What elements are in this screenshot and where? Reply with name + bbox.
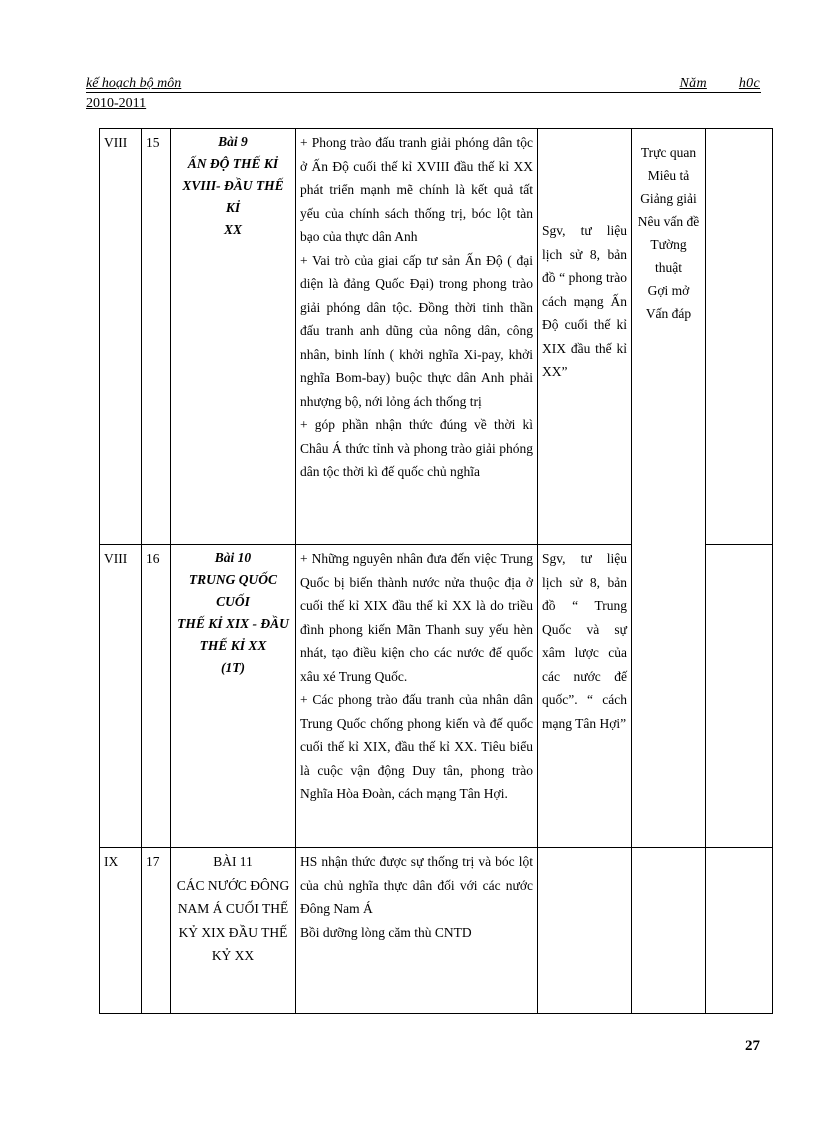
method-item: Vấn đáp [645, 306, 692, 321]
objective-paragraph: + góp phần nhận thức đúng về thời kì Châu Á thức tỉnh và phong trào giải phóng dân tộc thời kì đế quốc chủ nghĩa [300, 417, 533, 479]
objectives-cell [296, 129, 538, 545]
lesson-name: BÀI 11 CÁC NƯỚC ĐÔNG NAM Á CUỐI THẾ KỶ XIX ĐẦU THẾ KỶ XX [176, 854, 290, 963]
lesson-name: ẤN ĐỘ THẾ KỈ XVIII- ĐẦU THẾ KỈ XX [182, 156, 284, 237]
objective-paragraph: + Các phong trào đấu tranh của nhân dân Trung Quốc chống phong kiến và đế quốc cuối thế kỉ XIX, đầu thế kỉ XX. Tiêu biểu là cuộc vận động Duy tân, phong trào Nghĩa Hòa Đoàn, cách mạng Tân Hợi. [300, 692, 533, 801]
method-item: Tường [650, 237, 687, 252]
method-item: Trực quan [640, 145, 697, 160]
table-row [100, 129, 773, 545]
objective-paragraph: Bồi dưỡng lòng căm thù CNTD [300, 924, 472, 940]
week-cell: VIII [100, 129, 142, 545]
resources-text: Sgv, tư liệu lịch sử 8, bản đồ “ Trung Quốc và sự xâm lược của các nước đế quốc”. “ cách mạng Tân Hợi” [542, 551, 627, 731]
week-cell: IX [100, 848, 142, 1014]
period-cell: 16 [142, 545, 171, 848]
notes-cell [706, 848, 773, 1014]
lesson-plan-table [99, 128, 773, 1014]
method-item: Miêu tả [647, 168, 690, 183]
objectives-cell [296, 545, 538, 848]
objectives-cell [296, 848, 538, 1014]
resources-cell [538, 848, 632, 1014]
header-rule [86, 92, 761, 93]
header-hoc-word: h0c [738, 76, 760, 91]
notes-cell [706, 545, 773, 848]
resources-cell [538, 129, 632, 545]
period-cell: 17 [142, 848, 171, 1014]
method-item: thuật [655, 260, 682, 275]
lesson-label: Bài 9 [218, 134, 248, 149]
objective-paragraph: HS nhận thức được sự thống trị và bóc lột của chủ nghĩa thực dân đối với các nước Đông Nam Á [300, 854, 533, 916]
method-item: Giảng giải [640, 191, 697, 206]
header-school-year-label [680, 76, 760, 92]
header-subject: kế hoạch bộ môn [86, 76, 182, 91]
objective-paragraph: + Những nguyên nhân đưa đến việc Trung Quốc bị biến thành nước nửa thuộc địa ở cuối thế kỉ XIX đầu thế kỉ XX là do triều đình phong kiến Mãn Thanh suy yếu hèn nhát, tạo điều kiện cho các nước đế quốc xâu xé Trung Quốc. [300, 551, 533, 684]
week-cell: VIII [100, 545, 142, 848]
lesson-title-cell [171, 545, 296, 848]
table-row [100, 848, 773, 1014]
resources-text: Sgv, tư liệu lịch sử 8, bản đồ “ phong trào cách mạng Ấn Độ cuối thế kỉ XIX đầu thế kỉ XX” [542, 223, 627, 379]
methods-cell [632, 129, 706, 848]
methods-cell [632, 848, 706, 1014]
objective-paragraph: + Vai trò của giai cấp tư sản Ấn Độ ( đại diện là đảng Quốc Đại) trong phong trào giải phóng dân tộc. Đồng thời tinh thần đấu tranh anh dũng của nông dân, công nhân, binh lính ( khởi nghĩa Xi-pay, khởi nghĩa Bom-bay) buộc thực dân Anh phải nhượng bộ, nới lỏng ách thống trị [300, 252, 533, 409]
lesson-duration: (1T) [221, 660, 245, 675]
lesson-title-cell [171, 848, 296, 1014]
objective-paragraph: + Phong trào đấu tranh giải phóng dân tộc ở Ấn Độ cuối thế kỉ XVIII đầu thế kỉ XX phát triển mạnh mẽ chính là kết quả tất yếu của chính sách thống trị, bóc lột tàn bạo của thực dân Anh [300, 135, 533, 244]
header-year: 2010-2011 [86, 96, 147, 111]
header-year-word: Năm [679, 76, 707, 91]
lesson-title-cell [171, 129, 296, 545]
lesson-name: TRUNG QUỐC CUỐI THẾ KỈ XIX - ĐẦU THẾ KỈ XX [177, 572, 289, 653]
resources-cell [538, 545, 632, 848]
period-cell: 15 [142, 129, 171, 545]
notes-cell [706, 129, 773, 545]
lesson-label: Bài 10 [214, 550, 252, 565]
page-number: 27 [745, 1038, 760, 1054]
method-item: Nêu vấn đề [637, 214, 700, 229]
method-item: Gợi mở [647, 283, 690, 298]
